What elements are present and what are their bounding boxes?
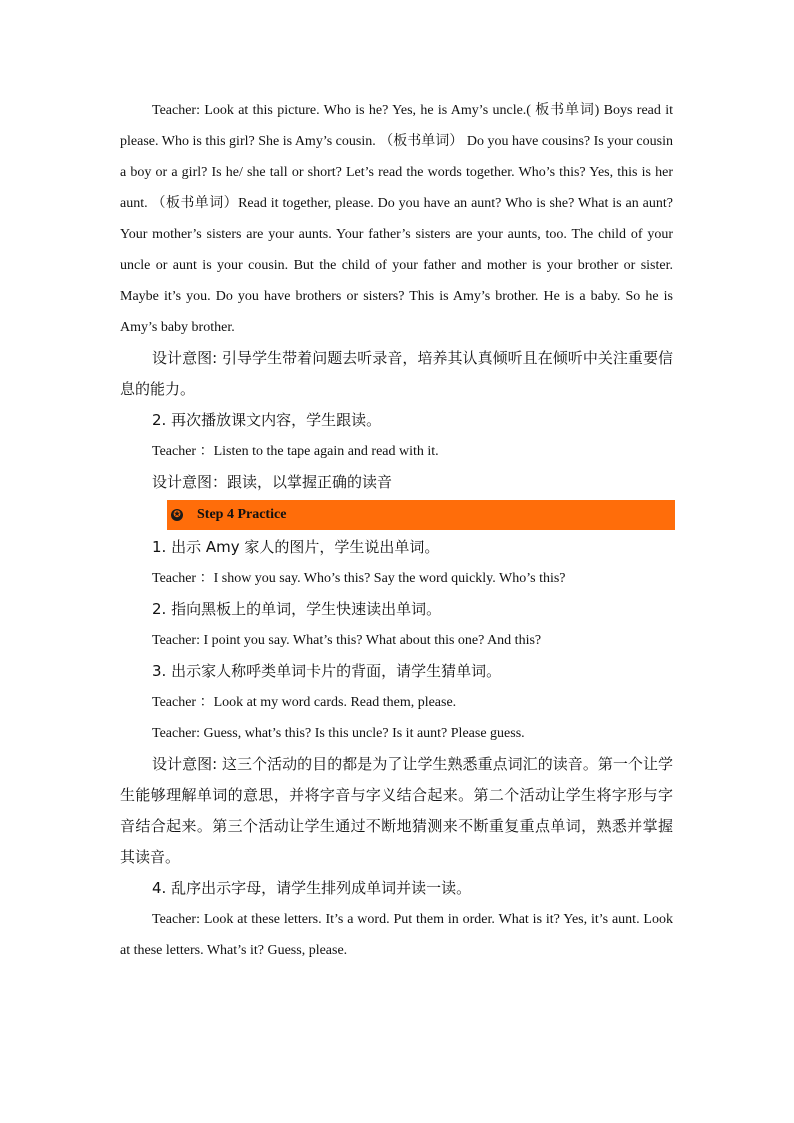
document-page [120,95,673,966]
teacher-cards-line: Teacher ：Look at my word cards. Read them, please. [152,695,457,710]
step-4-practice-banner [167,500,675,530]
design-intent-1: 设计意图: 引导学生带着问题去听录音，培养其认真倾听且在倾听中关注重要信息的能力。 [120,349,673,398]
practice-2-heading: 2. 指向黑板上的单词，学生快速读出单词。 [152,600,442,618]
teacher-listen-line: Teacher ：Listen to the tape again and read with it. [152,444,439,459]
practice-3-heading: 3. 出示家人称呼类单词卡片的背面，请学生猜单词。 [152,662,502,680]
design-intent-3: 设计意图: 这三个活动的目的都是为了让学生熟悉重点词汇的读音。第一个让学生能够理解单词的意思，并将字音与字义结合起来。第二个活动让学生将字形与字音结合起来。第三个活动让学生通过不断地猜测来不断重复重点单词，熟悉并掌握其读音。 [120,755,673,866]
star-circle-icon: ✪ [171,509,183,521]
practice-1-heading: 1. 出示 Amy 家人的图片，学生说出单词。 [152,538,440,556]
teacher-point-line: Teacher: I point you say. What’s this? What about this one? And this? [152,633,542,648]
practice-4-heading: 4. 乱序出示字母，请学生排列成单词并读一读。 [152,879,472,897]
paragraph-teacher-family-words: Teacher: Look at this picture. Who is he? Yes, he is Amy’s uncle.( 板书单词) Boys read it please. Who is this girl? She is Amy’s cousin. （板书单词） Do you have cousins? Is your cousin a boy or a girl? Is he/ she tall or short? Let’s read the words together. Who’s this? Yes, this is her aunt. （板书单词）Read it together, please. Do you have an aunt? Who is she? What is an aunt? Your mother’s sisters are your aunts. Your father’s sisters are your aunts, too. The child of your uncle or aunt is your cousin. But the child of your father and mother is your brother or sister. Maybe it’s you. Do you have brothers or sisters? This is Amy’s brother. He is a baby. So he is Amy’s baby brother. [120,103,673,335]
activity-2-heading: 2. 再次播放课文内容，学生跟读。 [152,411,382,429]
teacher-letters-line: Teacher: Look at these letters. It’s a word. Put them in order. What is it? Yes, it’s aunt. Look at these letters. What’s it? Guess, please. [120,912,673,958]
teacher-show-line: Teacher ：I show you say. Who’s this? Say the word quickly. Who’s this? [152,571,566,586]
step-label: Step 4 Practice [197,507,287,522]
design-intent-2: 设计意图：跟读，以掌握正确的读音 [152,473,393,491]
teacher-guess-line: Teacher: Guess, what’s this? Is this uncle? Is it aunt? Please guess. [152,726,525,741]
